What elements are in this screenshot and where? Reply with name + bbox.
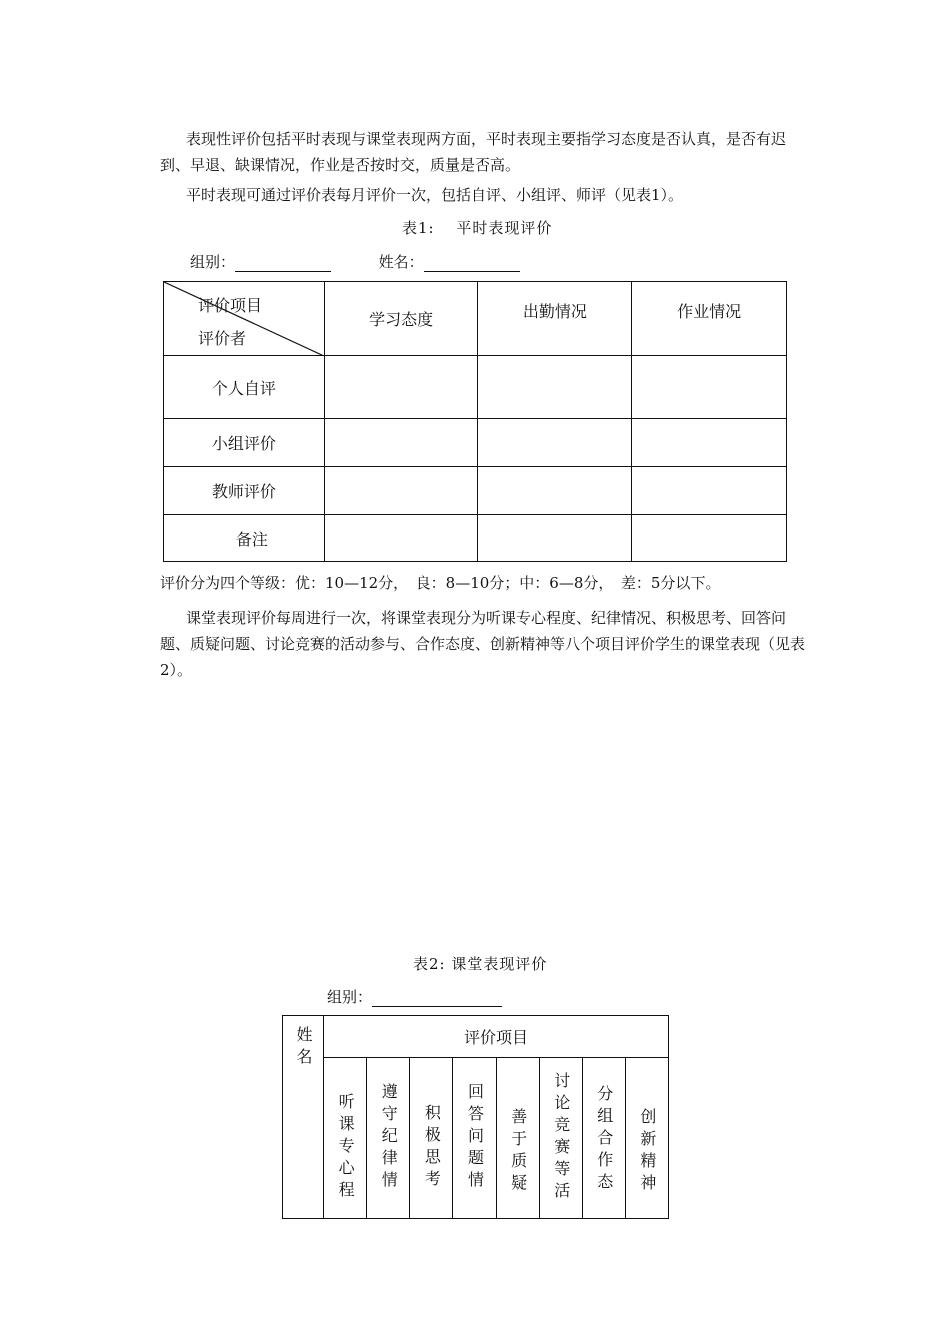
row-header-label: 备注 bbox=[235, 529, 268, 549]
group-label: 组别： bbox=[190, 253, 236, 271]
column-header-label: 学习态度 bbox=[369, 310, 434, 329]
column-header bbox=[632, 282, 787, 356]
classroom-evaluation-paragraph: 课堂表现评价每周进行一次，将课堂表现分为听课专心程度、纪律情况、积极思考、回答问题、质疑问题、讨论竞赛的活动参与、合作态度、创新精神等八个项目评价学生的课堂表现（见表2）。 bbox=[160, 609, 806, 679]
corner-bottom-label: 评价者 bbox=[198, 329, 247, 348]
group-blank[interactable] bbox=[235, 253, 331, 272]
rating-cell[interactable] bbox=[632, 467, 787, 515]
items-header-cell bbox=[324, 1016, 669, 1058]
daily-performance-table bbox=[163, 281, 787, 562]
item-label: 遵守纪律情 bbox=[379, 1083, 399, 1193]
item-label: 讨论竞赛等活 bbox=[551, 1072, 571, 1204]
table1-caption: 表1: 平时表现评价 bbox=[402, 219, 553, 237]
rating-cell[interactable] bbox=[632, 515, 787, 562]
rating-cell[interactable] bbox=[632, 356, 787, 419]
item-column-header bbox=[496, 1058, 539, 1219]
item-column-header bbox=[410, 1058, 453, 1219]
rating-cell[interactable] bbox=[632, 419, 787, 467]
name-blank[interactable] bbox=[424, 253, 520, 272]
row-header-label: 教师评价 bbox=[211, 482, 276, 501]
classroom-performance-table bbox=[282, 1015, 669, 1219]
row-header bbox=[164, 356, 325, 419]
name-header-label: 姓名 bbox=[294, 1026, 314, 1070]
rating-cell[interactable] bbox=[324, 419, 478, 467]
item-column-header bbox=[453, 1058, 496, 1219]
row-header bbox=[164, 419, 325, 467]
corner-top-label: 评价项目 bbox=[198, 296, 263, 315]
column-header-label: 出勤情况 bbox=[522, 302, 587, 321]
item-column-header bbox=[324, 1058, 367, 1219]
item-column-header bbox=[539, 1058, 582, 1219]
item-column-header bbox=[582, 1058, 625, 1219]
item-label: 创新精神 bbox=[637, 1108, 657, 1196]
item-column-header bbox=[625, 1058, 668, 1219]
rating-cell[interactable] bbox=[324, 356, 478, 419]
name-label: 姓名： bbox=[378, 253, 424, 271]
item-label: 听课专心程 bbox=[336, 1093, 356, 1203]
rating-cell[interactable] bbox=[324, 467, 478, 515]
column-header bbox=[478, 282, 632, 356]
row-header bbox=[164, 515, 325, 562]
item-label: 回答问题情 bbox=[465, 1083, 485, 1193]
group-blank[interactable] bbox=[372, 988, 502, 1007]
row-header bbox=[164, 467, 325, 515]
item-label: 分组合作态 bbox=[594, 1085, 614, 1195]
table-row bbox=[164, 419, 787, 467]
table-row bbox=[164, 356, 787, 419]
item-label: 善于质疑 bbox=[508, 1108, 528, 1196]
rating-cell[interactable] bbox=[478, 515, 632, 562]
row-header-label: 个人自评 bbox=[211, 378, 276, 398]
monthly-evaluation-paragraph: 平时表现可通过评价表每月评价一次，包括自评、小组评、师评（见表1）。 bbox=[186, 186, 684, 204]
rating-cell[interactable] bbox=[324, 515, 478, 562]
column-header-label: 作业情况 bbox=[677, 302, 742, 321]
grading-note: 评价分为四个等级：优：10—12分， 良：8—10分；中：6—8分， 差：5分以下。 bbox=[160, 574, 721, 592]
column-header bbox=[324, 282, 478, 356]
group-label: 组别： bbox=[327, 988, 373, 1006]
table-row bbox=[164, 467, 787, 515]
item-label: 积极思考 bbox=[422, 1104, 442, 1192]
table-row bbox=[164, 515, 787, 562]
table1-fields bbox=[190, 251, 520, 272]
table1-corner-cell bbox=[164, 282, 325, 356]
item-column-header bbox=[367, 1058, 410, 1219]
row-header-label: 小组评价 bbox=[211, 434, 276, 453]
rating-cell[interactable] bbox=[478, 419, 632, 467]
items-header-label: 评价项目 bbox=[464, 1028, 529, 1047]
name-header-cell bbox=[283, 1016, 324, 1219]
intro-paragraph: 表现性评价包括平时表现与课堂表现两方面，平时表现主要指学习态度是否认真，是否有迟到、早退、缺课情况，作业是否按时交，质量是否高。 bbox=[160, 130, 787, 174]
table2-fields bbox=[327, 986, 502, 1007]
rating-cell[interactable] bbox=[478, 356, 632, 419]
table2-caption: 表2: 课堂表现评价 bbox=[413, 955, 548, 973]
rating-cell[interactable] bbox=[478, 467, 632, 515]
